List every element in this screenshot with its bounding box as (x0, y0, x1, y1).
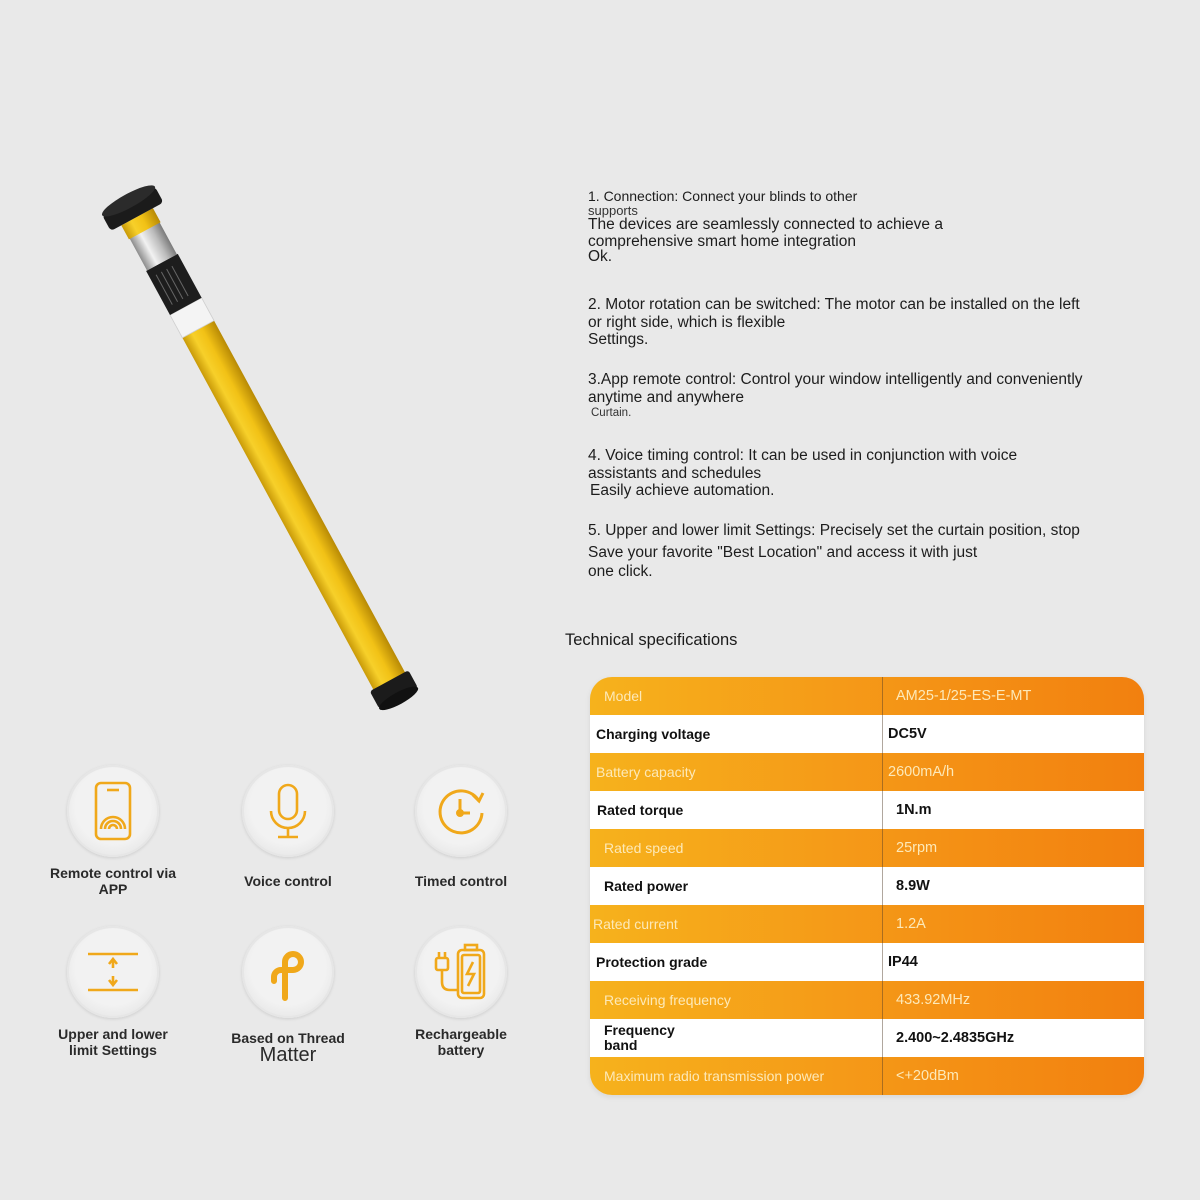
spec-key: Model (604, 687, 643, 704)
icon-circle (242, 926, 334, 1018)
icon-feature-label (213, 873, 363, 889)
feature-heading: 2. Motor rotation can be switched: The motor can be installed on the left (588, 296, 1080, 313)
label-line: Timed control (414, 873, 508, 889)
tubular-motor-image (0, 0, 560, 740)
label-line: battery (437, 1042, 485, 1058)
icon-circle (67, 926, 159, 1018)
spec-row-rated-speed (590, 829, 1144, 867)
label-line: Voice control (244, 873, 332, 889)
icon-feature-voice-control (213, 765, 363, 889)
feature-tail: Curtain. (591, 407, 632, 419)
feature-connection (588, 187, 1168, 263)
icon-feature-app-remote (38, 765, 188, 897)
spec-row-max-transmission-power (590, 1057, 1144, 1095)
label-line: APP (98, 881, 128, 897)
spec-key: Rated speed (604, 839, 684, 856)
spec-value: 2.400~2.4835GHz (896, 1030, 1015, 1046)
spec-value: 1.2A (896, 916, 926, 932)
feature-heading-cont: supports (588, 203, 638, 218)
label-line: Upper and lower (58, 1026, 168, 1042)
icon-feature-limit-settings (38, 926, 188, 1058)
feature-tail: Settings. (588, 331, 649, 348)
spec-section-title: Technical specifications (565, 631, 738, 649)
label-line: Based on Thread (231, 1030, 345, 1046)
battery-charging-icon (432, 942, 490, 1002)
column-divider (882, 677, 883, 1095)
spec-value: 25rpm (896, 840, 938, 856)
spec-value: 8.9W (896, 878, 930, 894)
spec-key: Maximum radio transmission power (604, 1067, 825, 1084)
spec-key: Frequency band (604, 1022, 675, 1053)
spec-key: Rated torque (597, 801, 684, 818)
feature-heading: 1. Connection: Connect your blinds to other (588, 188, 858, 204)
feature-description: assistants and schedules (588, 465, 762, 482)
spec-table (590, 677, 1144, 1095)
limit-arrows-icon (85, 948, 141, 996)
spec-row-rated-current (590, 905, 1144, 943)
spec-value: <+20dBm (896, 1068, 959, 1084)
spec-value: 2600mA/h (888, 764, 955, 780)
icon-feature-thread-matter (213, 926, 363, 1064)
spec-key: Battery capacity (596, 763, 696, 780)
spec-value: DC5V (888, 726, 927, 742)
phone-signal-icon (88, 779, 138, 843)
icon-circle (415, 765, 507, 857)
spec-value: AM25-1/25-ES-E-MT (896, 688, 1032, 704)
icon-circle (242, 765, 334, 857)
icon-feature-timed-control (386, 765, 536, 889)
icon-feature-rechargeable-battery (386, 926, 536, 1058)
icon-circle (67, 765, 159, 857)
icon-feature-label (386, 1026, 536, 1058)
thread-logo-icon (263, 942, 313, 1002)
feature-description: Save your favorite "Best Location" and access it with just (588, 544, 978, 561)
feature-tail: one click. (588, 563, 653, 580)
feature-description: or right side, which is flexible (588, 314, 786, 331)
spec-row-battery-capacity (590, 753, 1144, 791)
feature-voice-timing (588, 447, 1168, 499)
spec-value: 433.92MHz (896, 992, 971, 1008)
label-line: limit Settings (69, 1042, 157, 1058)
spec-key: Protection grade (596, 953, 708, 970)
icon-feature-label (38, 1026, 188, 1058)
feature-heading: 4. Voice timing control: It can be used in conjunction with voice (588, 447, 1018, 464)
feature-tail: Ok. (588, 248, 613, 265)
microphone-icon (263, 779, 313, 843)
feature-description-cont: comprehensive smart home integration (588, 233, 856, 250)
feature-app-remote (588, 371, 1168, 420)
label-line: Remote control via (49, 865, 177, 881)
spec-row-frequency-band (590, 1019, 1144, 1057)
spec-row-protection-grade (590, 943, 1144, 981)
icon-feature-label (386, 873, 536, 889)
spec-key: Rated current (593, 915, 678, 932)
spec-key: Charging voltage (596, 725, 711, 742)
feature-heading: 3.App remote control: Control your window intelligently and conveniently (588, 371, 1083, 388)
spec-value: 1N.m (896, 802, 932, 818)
icon-circle (415, 926, 507, 1018)
feature-heading: 5. Upper and lower limit Settings: Precisely set the curtain position, stop (588, 522, 1080, 539)
label-line-matter: Matter (259, 1044, 317, 1066)
icon-feature-label (38, 865, 188, 897)
spec-row-rated-torque (590, 791, 1144, 829)
clock-refresh-icon (433, 783, 489, 839)
feature-description: anytime and anywhere (588, 389, 744, 406)
feature-description: The devices are seamlessly connected to achieve a (588, 216, 943, 233)
feature-motor-rotation (588, 296, 1168, 348)
label-line: Rechargeable (415, 1026, 507, 1042)
spec-row-charging-voltage (590, 715, 1144, 753)
icon-feature-label (213, 1030, 363, 1064)
spec-row-rated-power (590, 867, 1144, 905)
spec-row-model (590, 677, 1144, 715)
spec-key: Receiving frequency (604, 991, 731, 1008)
feature-tail: Easily achieve automation. (590, 482, 775, 499)
spec-key: Rated power (604, 877, 689, 894)
spec-row-receiving-frequency (590, 981, 1144, 1019)
spec-value: IP44 (888, 954, 918, 970)
feature-limit-settings (588, 522, 1168, 580)
